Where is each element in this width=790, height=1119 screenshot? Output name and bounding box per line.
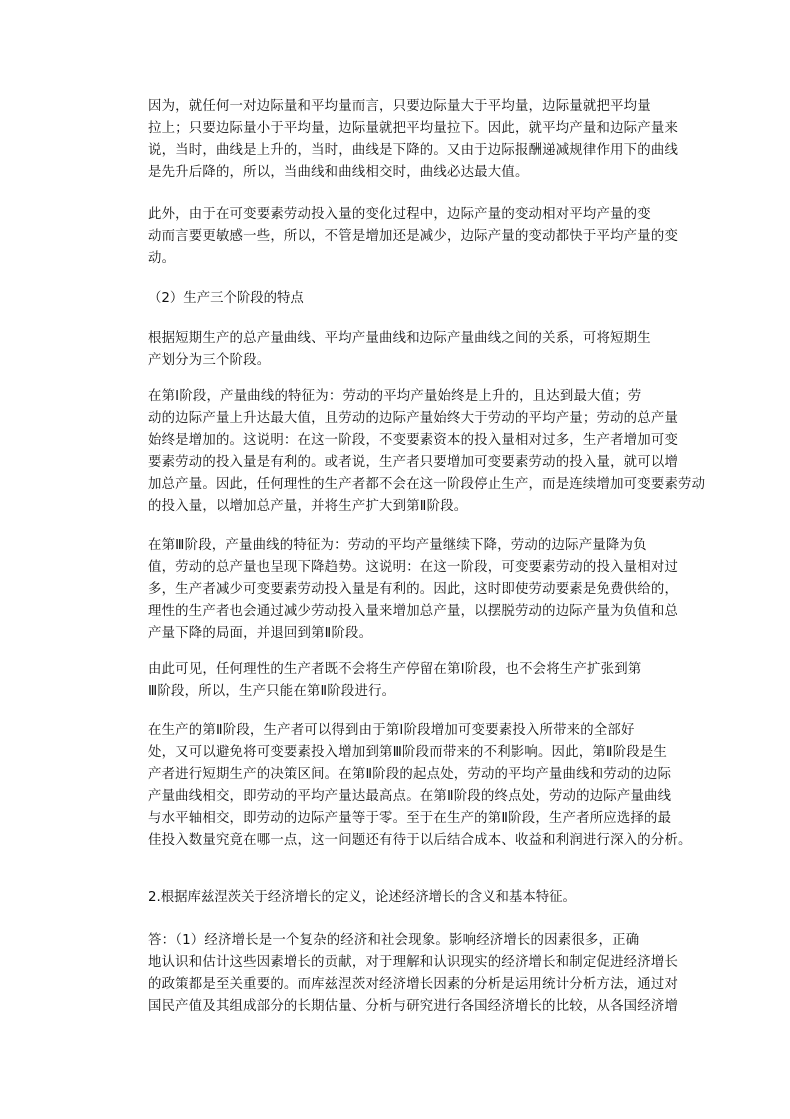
text-line: 在第Ⅲ阶段，产量曲线的特征为：劳动的平均产量继续下降，劳动的边际产量降为负 [148,538,647,553]
text-line: 说，当时，曲线是上升的，当时，曲线是下降的。又由于边际报酬递减规律作用下的曲线 [148,143,679,158]
text-line: 产者进行短期生产的决策区间。在第Ⅱ阶段的起点处，劳动的平均产量曲线和劳动的边际 [148,767,672,782]
text-line: 动而言要更敏感一些，所以，不管是增加还是减少，边际产量的变动都快于平均产量的变 [148,229,679,244]
text-line: 产划分为三个阶段。 [148,353,271,368]
text-line: 佳投入数量究竟在哪一点，这一问题还有待于以后结合成本、收益和利润进行深入的分析。 [148,833,692,848]
question-text: 2.根据库兹涅茨关于经济增长的定义，论述经济增长的含义和基本特征。 [148,890,576,905]
text-line: 多，生产者减少可变要素劳动投入量是有利的。因此，这时即使劳动要素是免费供给的， [148,582,679,597]
section-heading [120,288,680,310]
text-line: 拉上；只要边际量小于平均量，边际量就把平均量拉下。因此，就平均产量和边际产量来 [148,121,679,136]
answer-two [120,930,680,1018]
text-line: 因为，就任何一对边际量和平均量而言，只要边际量大于平均量，边际量就把平均量 [148,99,651,114]
text-line: 产量曲线相交，即劳动的平均产量达最高点。在第Ⅱ阶段的终点处，劳动的边际产量曲线 [148,789,672,804]
text-line: 要素劳动的投入量是有利的。或者说，生产者只要增加可变要素劳动的投入量，就可以增 [148,455,679,470]
text-line: 是先升后降的，所以，当曲线和曲线相交时，曲线必达最大值。 [148,165,529,180]
text-line: 答：（1）经济增长是一个复杂的经济和社会现象。影响经济增长的因素很多，正确 [148,933,640,948]
text-line: Ⅲ阶段，所以，生产只能在第Ⅱ阶段进行。 [148,684,396,699]
text-line: 动。 [148,251,176,266]
text-line: 与水平轴相交，即劳动的边际产量等于零。至于在生产的第Ⅱ阶段，生产者所应选择的最 [148,811,672,826]
text-line: 加总产量。因此，任何理性的生产者都不会在这一阶段停止生产，而是连续增加可变要素劳动 [148,477,706,492]
paragraph-three-stages-intro [120,328,680,372]
paragraph-average-marginal [120,96,680,184]
paragraph-stage-three [120,535,680,645]
text-line: 在第Ⅰ阶段，产量曲线的特征为：劳动的平均产量始终是上升的，且达到最大值；劳 [148,389,642,404]
paragraph-stage-one [120,386,706,518]
question-two [120,887,680,909]
paragraph-marginal-sensitivity [120,204,680,270]
text-line: 此外，由于在可变要素劳动投入量的变化过程中，边际产量的变动相对平均产量的变 [148,207,651,222]
paragraph-stage-two [120,720,692,852]
text-line: 动的边际产量上升达最大值，且劳动的边际产量始终大于劳动的平均产量；劳动的总产量 [148,411,679,426]
paragraph-conclusion [120,659,680,703]
text-line: 由此可见，任何理性的生产者既不会将生产停留在第Ⅰ阶段，也不会将生产扩张到第 [148,662,642,677]
text-line: 理性的生产者也会通过减少劳动投入量来增加总产量，以摆脱劳动的边际产量为负值和总 [148,604,679,619]
text-line: 的投入量，以增加总产量，并将生产扩大到第Ⅱ阶段。 [148,499,468,514]
heading-text: （2）生产三个阶段的特点 [148,291,304,306]
text-line: 始终是增加的。这说明：在这一阶段，不变要素资本的投入量相对过多，生产者增加可变 [148,433,679,448]
text-line: 值，劳动的总产量也呈现下降趋势。这说明：在这一阶段，可变要素劳动的投入量相对过 [148,560,679,575]
text-line: 地认识和估计这些因素增长的贡献，对于理解和认识现实的经济增长和制定促进经济增长 [148,955,679,970]
text-line: 产量下降的局面，并退回到第Ⅱ阶段。 [148,626,373,641]
text-line: 的政策都是至关重要的。而库兹涅茨对经济增长因素的分析是运用统计分析方法，通过对 [148,977,679,992]
text-line: 在生产的第Ⅱ阶段，生产者可以得到由于第Ⅰ阶段增加可变要素投入所带来的全部好 [148,723,635,738]
text-line: 根据短期生产的总产量曲线、平均产量曲线和边际产量曲线之间的关系，可将短期生 [148,331,651,346]
text-line: 处，又可以避免将可变要素投入增加到第Ⅲ阶段而带来的不利影响。因此，第Ⅱ阶段是生 [148,745,668,760]
text-line: 国民产值及其组成部分的长期估量、分析与研究进行各国经济增长的比较，从各国经济增 [148,999,679,1014]
